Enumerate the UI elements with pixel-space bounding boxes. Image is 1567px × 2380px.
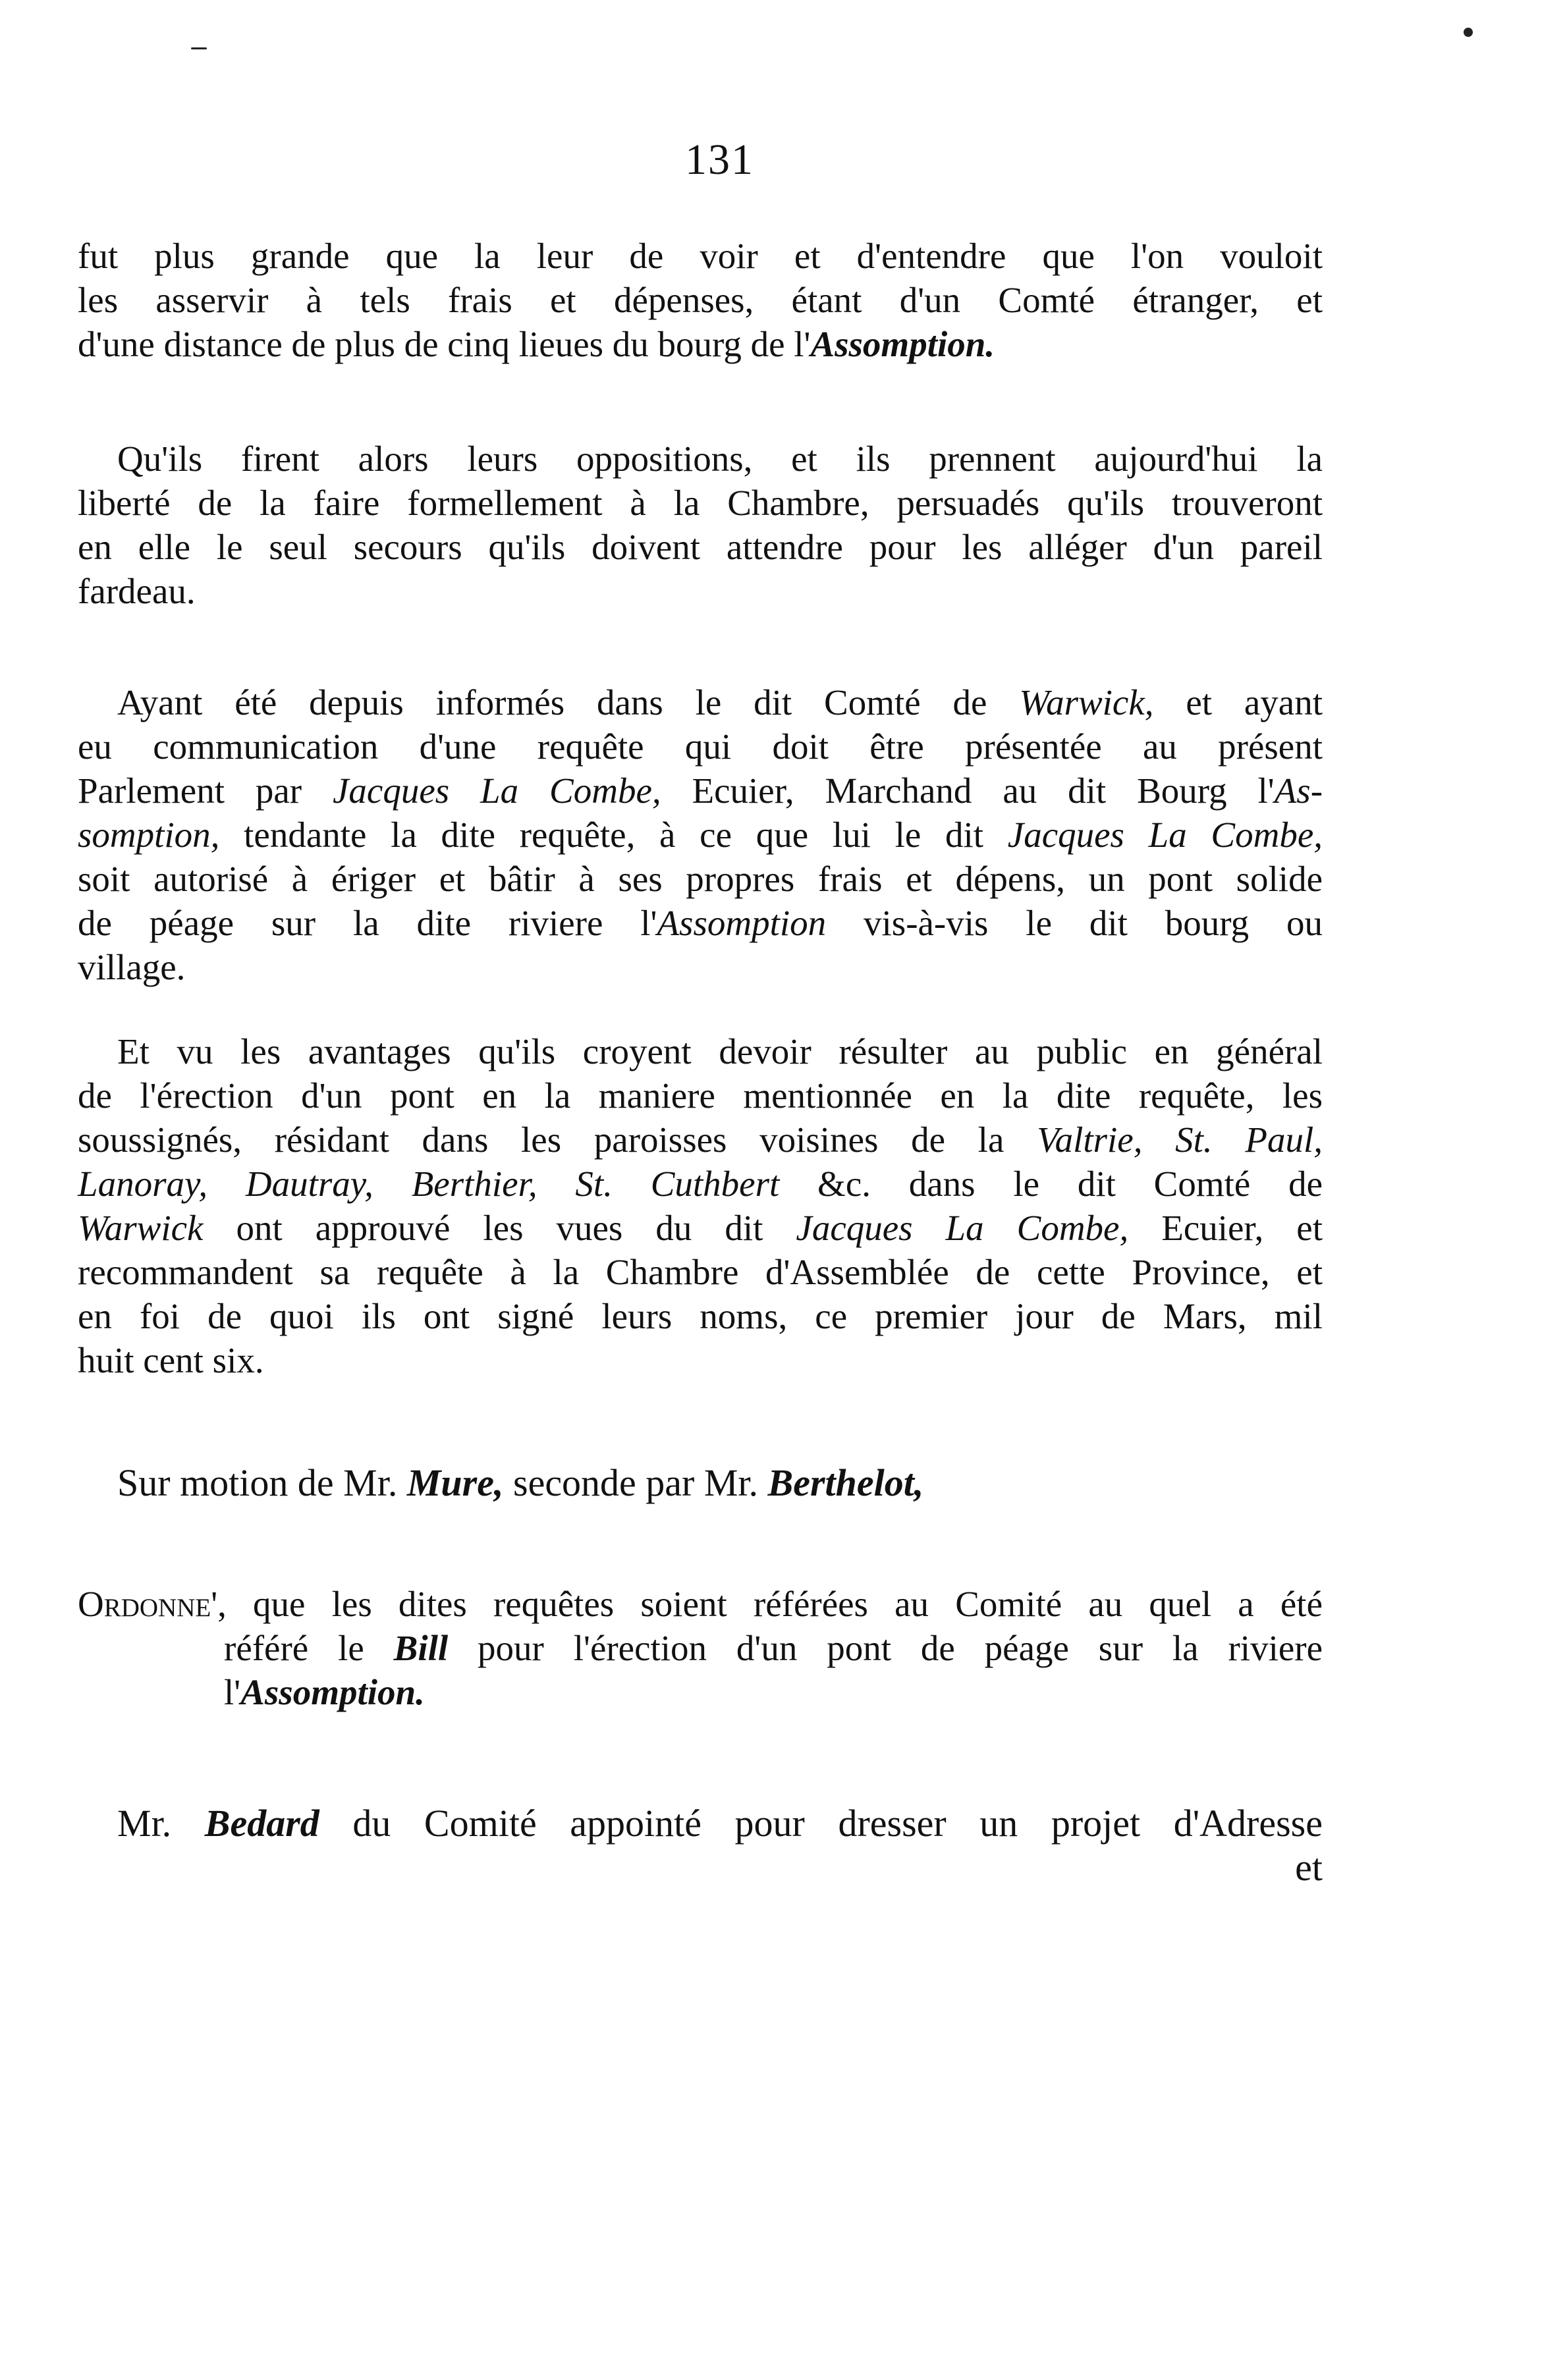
text-line: Parlement par Jacques La Combe, Ecuier, Marchand au dit Bourg l'As- — [78, 771, 1323, 811]
order-paragraph — [78, 1582, 1323, 1714]
text-line: d'une distance de plus de cinq lieues du bourg de l'Assomption. — [78, 324, 995, 364]
closing-line — [78, 1801, 1323, 1889]
text-line: Warwick ont approuvé les vues du dit Jacques La Combe, Ecuier, et — [78, 1208, 1323, 1248]
text-line: recommandent sa requête à la Chambre d'Assemblée de cette Province, et — [78, 1252, 1323, 1292]
text-line: de péage sur la dite riviere l'Assomption vis-à-vis le dit bourg ou — [78, 903, 1323, 943]
paragraph-4 — [78, 1029, 1323, 1382]
paragraph-2 — [78, 437, 1323, 613]
text-line: Mr. Bedard du Comité appointé pour dresser un projet d'Adresse — [117, 1802, 1323, 1845]
text-line: Qu'ils firent alors leurs oppositions, et ils prennent aujourd'hui la — [117, 439, 1323, 479]
order-label: Ordonne', — [78, 1584, 227, 1624]
text-line: référé le Bill pour l'érection d'un pont de péage sur la riviere — [224, 1628, 1323, 1668]
speck-mark — [191, 47, 207, 49]
text-line: les asservir à tels frais et dépenses, étant d'un Comté étranger, et — [78, 280, 1323, 320]
text-line: eu communication d'une requête qui doit être présentée au présent — [78, 726, 1323, 767]
text-line: l'Assomption. — [224, 1672, 425, 1712]
motion-line — [78, 1461, 1323, 1505]
text-line: Ordonne', que les dites requêtes soient référées au Comité au quel a été — [78, 1584, 1323, 1624]
speck-mark — [1464, 28, 1473, 37]
text-line: village. — [78, 947, 186, 987]
text-line: fut plus grande que la leur de voir et d'entendre que l'on vouloit — [78, 236, 1323, 276]
text-line: en elle le seul secours qu'ils doivent attendre pour les alléger d'un pareil — [78, 527, 1323, 567]
text-line: Ayant été depuis informés dans le dit Comté de Warwick, et ayant — [117, 682, 1323, 722]
text-line: somption, tendante la dite requête, à ce que lui le dit Jacques La Combe, — [78, 815, 1323, 855]
paragraph-1 — [78, 234, 1323, 366]
text-line: liberté de la faire formellement à la Chambre, persuadés qu'ils trouveront — [78, 483, 1323, 523]
text-line: en foi de quoi ils ont signé leurs noms, ce premier jour de Mars, mil — [78, 1296, 1323, 1336]
catchword: et — [1295, 1846, 1323, 1889]
text-line: Sur motion de Mr. Mure, seconde par Mr. Berthelot, — [117, 1461, 924, 1504]
text-line: Et vu les avantages qu'ils croyent devoir résulter au public en général — [117, 1031, 1323, 1071]
paragraph-3 — [78, 680, 1323, 989]
page-number: 131 — [685, 136, 754, 184]
text-line: huit cent six. — [78, 1340, 264, 1380]
text-line: fardeau. — [78, 571, 196, 611]
text-line: Lanoray, Dautray, Berthier, St. Cuthbert &c. dans le dit Comté de — [78, 1164, 1323, 1204]
text-line: soit autorisé à ériger et bâtir à ses propres frais et dépens, un pont solide — [78, 859, 1323, 899]
text-line: soussignés, résidant dans les paroisses voisines de la Valtrie, St. Paul, — [78, 1120, 1323, 1160]
text-line: de l'érection d'un pont en la maniere mentionnée en la dite requête, les — [78, 1075, 1323, 1116]
